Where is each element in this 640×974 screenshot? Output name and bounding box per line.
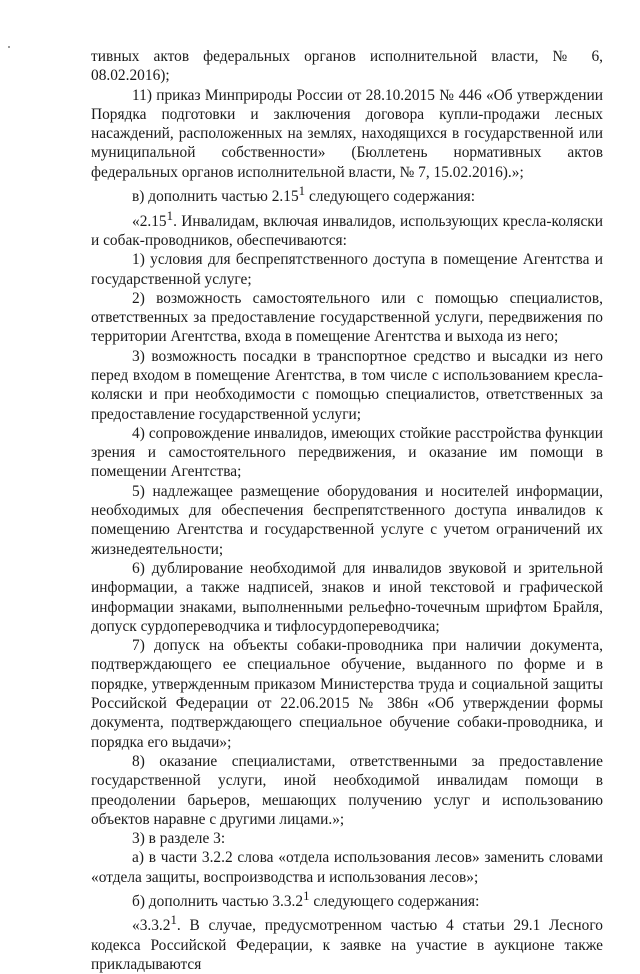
list-item-7: 7) допуск на объекты собаки-проводника при наличии документа, подтверждающего ее специальное обучение, выданного по форме и в порядке, утвержденным приказом Министерства труда и социальной защиты Российской Федерации от 22.06.2015 № 386н «Об утверждении формы документа, подтверждающего специальное обучение собаки-проводника, и порядка его выдачи»; xyxy=(91,637,603,751)
paragraph-item-11: 11) приказ Минприроды России от 28.10.2015 № 446 «Об утверждении Порядка подготовки и заключения договора купли-продажи лесных насаждений, расположенных на землях, находящихся в государственной или муниципальной собственности» (Бюллетень нормативных актов федеральных органов исполнительной власти, № 7, 15.02.2016).»; xyxy=(91,86,603,181)
text-run: в) дополнить частью 2.15 xyxy=(132,188,299,206)
document-body xyxy=(91,47,603,974)
list-item-4: 4) сопровождение инвалидов, имеющих стойкие расстройства функции зрения и самостоятельного передвижения, и оказание им помощи в помещении Агентства; xyxy=(91,424,603,481)
section-3-heading: 3) в разделе 3: xyxy=(132,830,226,848)
text-run: . Инвалидам, включая инвалидов, использующих кресла-коляски и собак-проводников, обеспечиваются: xyxy=(91,212,603,249)
paragraph-1: тивных актов федеральных органов исполнительной власти, № 6, 08.02.2016); xyxy=(91,48,603,85)
list-item-5: 5) надлежащее размещение оборудования и носителей информации, необходимых для обеспечения беспрепятственного доступа инвалидов к помещению Агентства и государственной услуге с учетом ограничений их жизнедеятельности; xyxy=(91,482,603,558)
superscript: 1 xyxy=(170,913,177,928)
list-item-2: 2) возможность самостоятельного или с помощью специалистов, ответственных за предоставление государственной услуги, передвижения по территории Агентства, входа в помещение Агентства и выхода из него; xyxy=(91,289,603,346)
superscript: 1 xyxy=(166,208,174,223)
item-a: а) в части 3.2.2 слова «отдела использования лесов» заменить словами «отдела защиты, воспроизводства и использования лесов»; xyxy=(91,849,603,886)
item-b xyxy=(91,887,603,911)
list-item-8: 8) оказание специалистами, ответственными за предоставление государственной услуги, иной необходимой инвалидам помощи в преодолении барьеров, мешающих получению услуг и использованию объектов наравне с другими лицами.»; xyxy=(91,752,603,828)
text-run: следующего содержания: xyxy=(305,188,475,206)
text-run: «3.3.2 xyxy=(132,917,171,935)
superscript: 1 xyxy=(298,184,306,199)
list-item-6: 6) дублирование необходимой для инвалидов звуковой и зрительной информации, а также надписей, знаков и иной текстовой и графической информации знаками, выполненными рельефно-точечным шрифтом Брайля, допуск сурдопереводчика и тифлосурдопереводчика; xyxy=(91,559,603,635)
paragraph-2-15-1 xyxy=(91,207,603,251)
scan-speck xyxy=(8,46,10,48)
paragraph-3-3-2-1 xyxy=(91,911,603,974)
list-item-1: 1) условия для беспрепятственного доступа в помещение Агентства и государственной услуге; xyxy=(91,251,603,288)
text-run: следующего содержания: xyxy=(309,893,480,911)
list-item-3: 3) возможность посадки в транспортное средство и высадки из него перед входом в помещение Агентства, в том числе с использованием кресла-коляски и при необходимости с помощью специалистов, ответственных за предоставление государственной услуги; xyxy=(91,347,603,423)
superscript: 1 xyxy=(303,889,310,904)
text-run: б) дополнить частью 3.3.2 xyxy=(132,893,304,911)
text-run: . В случае, предусмотренном частью 4 статьи 29.1 Лесного кодекса Российской Федерации, к заявке на участие в аукционе также прикладываются xyxy=(91,917,603,974)
text-run: «2.15 xyxy=(132,212,167,230)
paragraph-add-2-15-1 xyxy=(91,182,603,206)
